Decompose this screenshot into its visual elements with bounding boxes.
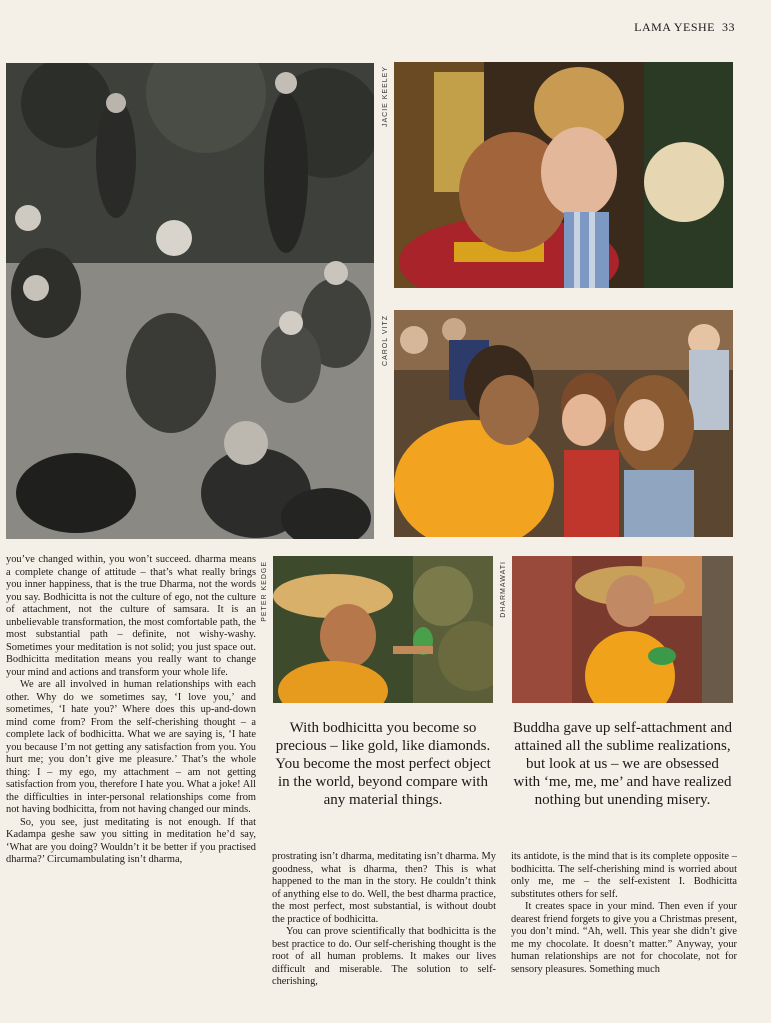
pull-quote-right: Buddha gave up self-attachment and attained all the sublime realizations, but look at us – we are obsessed with ‘me, me, me’ and have realized nothing but unending misery. (512, 720, 733, 808)
text-column-left (6, 554, 256, 867)
photo-credit-top-right: JACIE KEELEY (382, 66, 389, 128)
photo-lama-with-child (394, 62, 733, 288)
text-column-middle (272, 851, 496, 989)
paragraph: So, you see, just meditating is not enough. If that Kadampa geshe saw you sitting in meditation he’d say, ‘What are you doing? Wouldn’t it be better if you practised dharma?’ Circumambulating isn’t dharma, (6, 816, 256, 865)
running-header (634, 20, 735, 35)
pull-quote-left: With bodhicitta you become so precious – like gold, like diamonds. You become the most perfect object in the world, beyond compare with any material things. (275, 720, 491, 808)
header-title: LAMA YESHE (634, 20, 715, 34)
page-number: 33 (722, 20, 735, 34)
paragraph: its antidote, is the mind that is its complete opposite – bodhicitta. The self-cherishing mind is worried about only me, me – the self-existent I. Bodhicitta substitutes others for self. (511, 851, 737, 900)
paragraph: We are all involved in human relationships with each other. Why do we sometimes say, ‘I love you,’ and sometimes, ‘I hate you?’ Where does this up-and-down mind come from? From the self-cherishing thought – a complete lack of bodhicitta. What we are saying is, ‘I hate you because I’m not getting any satisfaction from you. You hurt me; you don’t give me pleasure.’ That’s the whole thing: I – my ego, my attachment – am not getting satisfaction from you, therefore I hate you. What a joke! All the difficulties in inter-personal relationships come from not having bodhicitta, from not having changed our minds. (6, 679, 256, 815)
photo-monks-group (6, 63, 374, 539)
paragraph: You can prove scientifically that bodhicitta is the best practice to do. Our self-cherishing thought is the root of all human problems. It makes our lives difficult and miserable. The solution to self-cherishing, (272, 926, 496, 987)
paragraph: prostrating isn’t dharma, meditating isn’t dharma. My goodness, what is dharma, then? This is what happened to the man in the story. He couldn’t think of anything else to do. Well, the best dharma practice, the most perfect, most substantial, is without doubt the practice of bodhicitta. (272, 851, 496, 925)
photo-credit-middle-right: CAROL VITZ (382, 315, 389, 366)
photo-lama-in-hat (512, 556, 733, 703)
photo-credit-bottom-right: DHARMAWATI (500, 561, 507, 618)
text-column-right (511, 851, 737, 976)
paragraph: you’ve changed within, you won’t succeed. dharma means a complete change of attitude – that’s what really brings you inner happiness, that is the true Dharma, not the words you say. Bodhicitta is not the culture of ego, not the culture of attachment, not the culture of samsara. It is an unbelievable transformation, the most comfortable path, the most substantial path – definite, not wishy-washy. Sometimes your meditation is not solid; you just space out. Bodhicitta meditation means you really want to change your mind and actions and transform your whole life. (6, 554, 256, 678)
photo-credit-bottom-left: PETER KEDGE (261, 561, 268, 622)
paragraph: It creates space in your mind. Then even if your dearest friend forgets to give you a Christmas present, you don’t mind. “Ah, well. This year she didn’t give me my chocolate. It doesn’t matter.” Anyway, your human relationships are not for chocolate, not for sensory pleasures. Something much (511, 901, 737, 975)
photo-lama-with-girls (394, 310, 733, 537)
photo-lama-with-parrot (273, 556, 493, 703)
